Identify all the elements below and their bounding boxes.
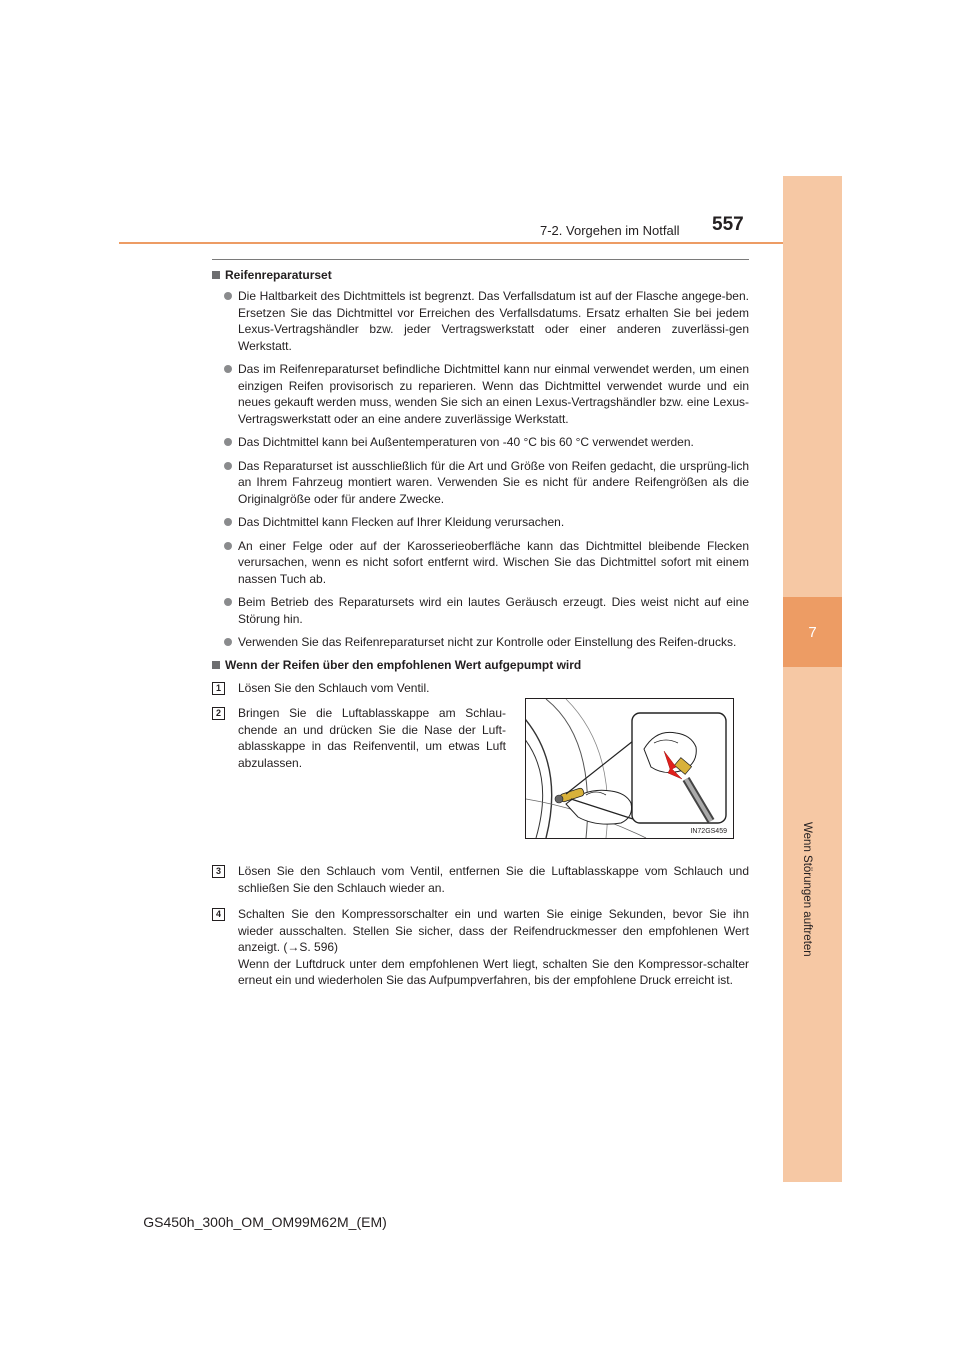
list-item-text: Beim Betrieb des Reparatursets wird ein lautes Geräusch erzeugt. Dies weist nicht auf eine Störung hin. xyxy=(238,595,749,626)
bullet-dot-icon xyxy=(224,518,232,526)
bullet-dot-icon xyxy=(224,438,232,446)
page-number: 557 xyxy=(712,214,744,235)
list-item-text: Das im Reifenreparaturset befindliche Dichtmittel kann nur einmal verwendet werden, um einen einzigen Reifen provisorisch zu reparieren. Wenn das Dichtmittel verwendet wurde und ein neues gekauft werden muss, wenden Sie sich an einen Lexus-Vertragshändler bzw. eine Lexus-Vertragswerkstatt oder an eine andere zuverlässige Werkstatt. xyxy=(238,362,749,426)
bullet-dot-icon xyxy=(224,365,232,373)
list-item-text: Die Haltbarkeit des Dichtmittels ist begrenzt. Das Verfallsdatum ist auf der Flasche angege-ben. Ersetzen Sie das Dichtmittel vor Erreichen des Verfallsdatums. Ersatz erhalten Sie bei jedem Lexus-Vertragshändler bzw. jeder Vertragswerkstatt oder einer anderen zuverlässi-gen Werkstatt. xyxy=(238,289,749,353)
bullet-dot-icon xyxy=(224,542,232,550)
header-section-title: 7-2. Vorgehen im Notfall xyxy=(540,223,680,238)
list-item-text: Das Dichtmittel kann Flecken auf Ihrer Kleidung verursachen. xyxy=(238,515,565,529)
step-text: Lösen Sie den Schlauch vom Ventil. xyxy=(238,680,430,695)
step-text: Bringen Sie die Luftablasskappe am Schlau-chende an und drücken Sie die Nase der Luft-ablasskappe in das Reifenventil, um etwas Luft abzulassen. xyxy=(238,706,506,770)
step-item xyxy=(212,863,749,896)
step-item xyxy=(212,705,506,855)
section-heading xyxy=(212,268,749,282)
content-area xyxy=(212,268,749,989)
bullet-dot-icon xyxy=(224,638,232,646)
step-number: 1 xyxy=(212,682,225,695)
chapter-side-tab xyxy=(783,176,842,1182)
list-item xyxy=(212,634,749,651)
illustration-tire-valve xyxy=(525,698,734,839)
list-item xyxy=(212,361,749,427)
section-heading-text: Wenn der Reifen über den empfohlenen Wert aufgepumpt wird xyxy=(225,657,582,672)
document-footer: GS450h_300h_OM_OM99M62M_(EM) xyxy=(143,1214,387,1230)
step-text: Wenn der Luftdruck unter dem empfohlenen Wert liegt, schalten Sie den Kompressor-schalter erneut ein und wiederholen Sie das Aufpumpverfahren, bis der empfohlene Druck erreicht ist. xyxy=(238,956,749,987)
list-item xyxy=(212,434,749,451)
list-item-text: Das Dichtmittel kann bei Außentemperaturen von -40 °C bis 60 °C verwendet werden. xyxy=(238,435,694,449)
list-item xyxy=(212,594,749,627)
bullet-dot-icon xyxy=(224,598,232,606)
step-text: Lösen Sie den Schlauch vom Ventil, entfernen Sie die Luftablasskappe vom Schlauch und schließen Sie den Schlauch wieder an. xyxy=(238,864,749,895)
step-number: 4 xyxy=(212,908,225,921)
section-heading-text: Reifenreparaturset xyxy=(225,268,332,282)
square-bullet-icon xyxy=(212,661,220,669)
bullet-dot-icon xyxy=(224,462,232,470)
list-item-text: Das Reparaturset ist ausschließlich für die Art und Größe von Reifen gedacht, die ursprüng-lich an Ihrem Fahrzeug montiert waren. Verwenden Sie es nicht für andere Reifengrößen als die Originalgröße oder für andere Zwecke. xyxy=(238,458,749,506)
step-item xyxy=(212,906,749,989)
list-item xyxy=(212,514,749,531)
chapter-number: 7 xyxy=(808,623,817,641)
tire-valve-illustration-icon xyxy=(526,699,733,838)
chapter-title: Wenn Störungen auftreten xyxy=(801,822,813,957)
step-item xyxy=(212,680,749,697)
square-bullet-icon xyxy=(212,271,220,279)
section-heading xyxy=(212,658,749,672)
header-rule xyxy=(119,242,783,244)
list-item-text: Verwenden Sie das Reifenreparaturset nicht zur Kontrolle oder Einstellung des Reifen-drucks. xyxy=(238,635,737,649)
list-item-text: An einer Felge oder auf der Karosserieoberfläche kann das Dichtmittel bleibende Flecken verursachen, wenn es nicht sofort entfernt wird. Wischen Sie das Dichtmittel sofort mit einem nassen Tuch ab. xyxy=(238,538,749,586)
step-number: 2 xyxy=(212,707,225,720)
step-number: 3 xyxy=(212,865,225,878)
content-top-rule xyxy=(212,259,749,260)
bullet-dot-icon xyxy=(224,292,232,300)
list-item xyxy=(212,288,749,354)
step-text: Schalten Sie den Kompressorschalter ein und warten Sie einige Sekunden, bevor Sie ihn wieder ausschalten. Stellen Sie sicher, dass der Reifendruckmesser den empfohlenen Wert anzeigt. (→S. 596) xyxy=(238,907,749,954)
figure-code: IN72GS459 xyxy=(690,828,727,835)
list-item xyxy=(212,458,749,508)
chapter-number-box xyxy=(783,597,842,667)
list-item xyxy=(212,538,749,588)
